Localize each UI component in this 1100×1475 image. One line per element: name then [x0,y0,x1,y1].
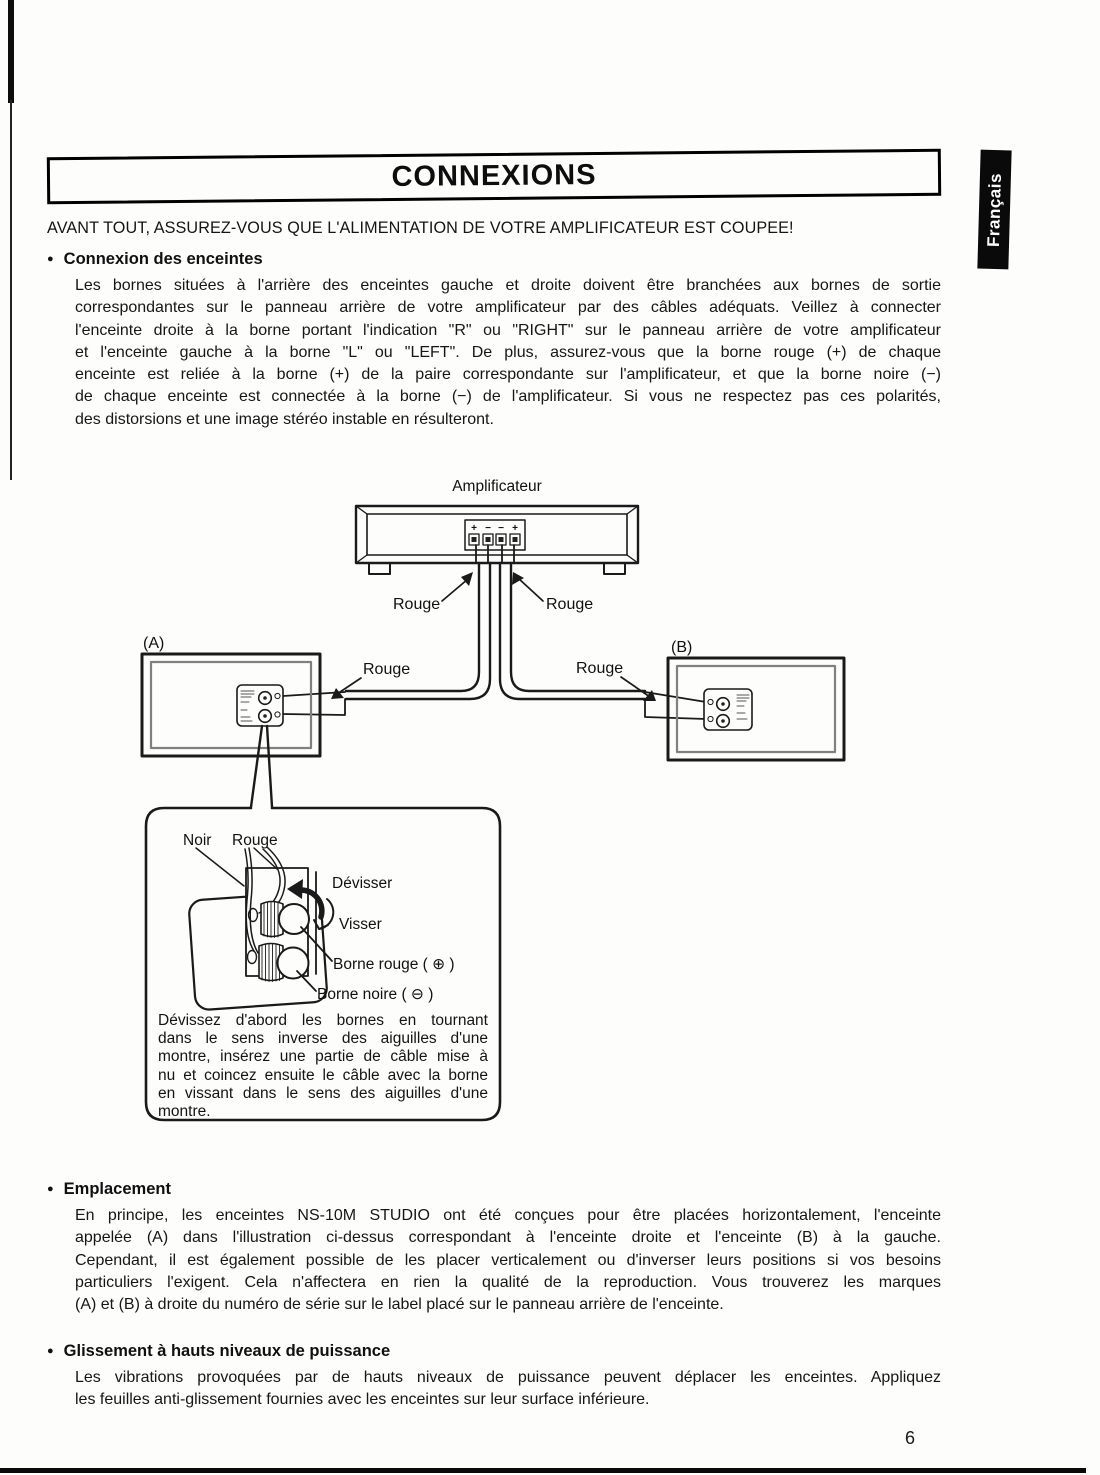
section-body [75,275,941,431]
section-body [75,1205,941,1316]
unscrew-arrow-icon [287,879,322,917]
arrowhead-icon [643,690,656,701]
section-heading: Emplacement [63,1180,171,1198]
text-line: des distorsions et une image stéréo instable en résulteront. [75,410,494,428]
bullet-icon: ● [47,253,54,265]
text-line: et l'enceinte gauche à la borne "L" ou "LEFT". De plus, assurez-vous que la borne rouge (+) de chaque [75,343,941,361]
language-tab-label: Français [983,172,1005,247]
terminal-plus-icon: + [471,523,477,534]
bullet-icon: ● [47,1345,54,1357]
scan-edge-artifact-line [10,100,12,480]
text-line: Les vibrations provoquées par de hauts niveaux de puissance peuvent déplacer les enceintes. Appliquez [75,1369,941,1386]
unscrew-label: Dévisser [332,875,393,892]
rouge-label-amp-left [393,572,473,613]
black-wire [245,848,258,953]
speaker-a-label: (A) [143,635,165,652]
callout-connector-lines [251,726,272,807]
text-line: particuliers l'exigent. Cela n'affectera en rien la qualité de la reproduction. Vous trouverez les marques [75,1273,941,1291]
svg-text:Rouge: Rouge [546,596,594,613]
section-glissement [47,1342,943,1412]
text-line: enceinte est reliée à la borne (+) de la paire correspondante sur l'amplificateur, et que la borne noire (−) [75,366,941,384]
text-line: montre. [158,1103,211,1121]
text-line: (A) et (B) à droite du numéro de série sur le label placé sur le panneau arrière de l'enceinte. [75,1296,724,1314]
page-number: 6 [905,1428,916,1448]
borne-rouge-leader-line [301,927,332,961]
callout-instructions [158,1012,488,1121]
rouge-label-speaker-b [576,660,656,701]
section-emplacement [47,1180,943,1316]
arrowhead-icon [512,572,524,585]
terminal-plus-icon: + [512,523,518,534]
speaker-cables [283,545,706,719]
speaker-a-drawing [142,635,320,756]
text-line: en vissant dans le sens des aiguilles d'une [158,1084,488,1102]
text-line: montre, insérez une partie de câble mise à [158,1048,488,1066]
screw-label: Visser [339,916,382,933]
rouge-leader-line [254,848,277,869]
text-line: Cependant, il est également possible de les placer verticalement ou d'inverser leurs positions si vos besoins [75,1251,941,1269]
borne-noire-leader-line [297,971,316,991]
red-terminal-label: Borne rouge ( ⊕ ) [333,956,455,973]
title-box [47,149,941,205]
terminal-minus-icon: − [498,523,504,534]
text-line: Les bornes situées à l'arrière des enceintes gauche et droite doivent être branchées aux bornes de sortie [75,277,941,294]
amplifier-drawing [356,478,638,574]
text-line: nu et coincez ensuite le câble avec la borne [158,1066,488,1084]
red-wire [259,847,285,916]
arrowhead-icon [461,572,473,586]
terminal-closeup-drawing [183,832,455,1010]
speaker-b-label: (B) [671,639,693,656]
rouge-label-amp-right [512,572,593,613]
text-line: appelée (A) dans l'illustration ci-dessus correspondant à l'enceinte droite et l'enceinte (B) à la gauche. [75,1229,941,1247]
amp-terminal-panel [465,520,525,550]
section-connexion-des-enceintes [47,250,943,431]
noir-leader-line [196,848,244,886]
section-heading: Connexion des enceintes [63,250,263,268]
screw-arrow-icon [314,899,333,929]
text-line: dans le sens inverse des aiguilles d'une [158,1030,488,1048]
text-line: correspondantes sur le panneau arrière de votre amplificateur par des câbles adéquats. Veillez à connecter [75,299,941,317]
svg-text:Rouge: Rouge [393,596,441,613]
arrowhead-icon [331,688,344,699]
page-title: CONNEXIONS [391,159,597,193]
red-binding-post [261,902,309,938]
text-line: les feuilles anti-glissement fournies avec les enceintes sur leur surface inférieure. [75,1391,650,1409]
text-line: l'enceinte droite à la borne portant l'indication "R" ou "RIGHT" sur le panneau arrière de votre amplificateur [75,321,941,339]
scan-edge-artifact-bottom [0,1468,1086,1473]
amplifier-label: Amplificateur [452,478,542,495]
section-heading: Glissement à hauts niveaux de puissance [63,1342,391,1360]
bullet-icon: ● [47,1183,54,1195]
warning-text: AVANT TOUT, ASSUREZ-VOUS QUE L'ALIMENTATION DE VOTRE AMPLIFICATEUR EST COUPEE! [47,219,794,237]
text-line: Dévissez d'abord les bornes en tournant [158,1012,488,1029]
speaker-b-drawing [668,639,844,760]
black-terminal-label: Borne noire ( ⊖ ) [317,986,434,1003]
text-line: En principe, les enceintes NS-10M STUDIO ont été conçues pour être placées horizontalement, l'enceinte [75,1207,941,1224]
rouge-label-speaker-a [331,661,410,699]
black-wire-label: Noir [183,832,212,849]
language-tab [977,150,1011,270]
svg-text:Rouge: Rouge [363,661,411,678]
section-body [75,1367,941,1412]
black-binding-post [259,944,309,982]
scan-edge-artifact-top [8,0,14,103]
text-line: de chaque enceinte est connectée à la borne (−) de l'amplificateur. Si vous ne respectez pas ces polarités, [75,388,941,406]
red-wire-label: Rouge [232,832,278,849]
svg-text:Rouge: Rouge [576,660,624,677]
terminal-minus-icon: − [485,523,491,534]
